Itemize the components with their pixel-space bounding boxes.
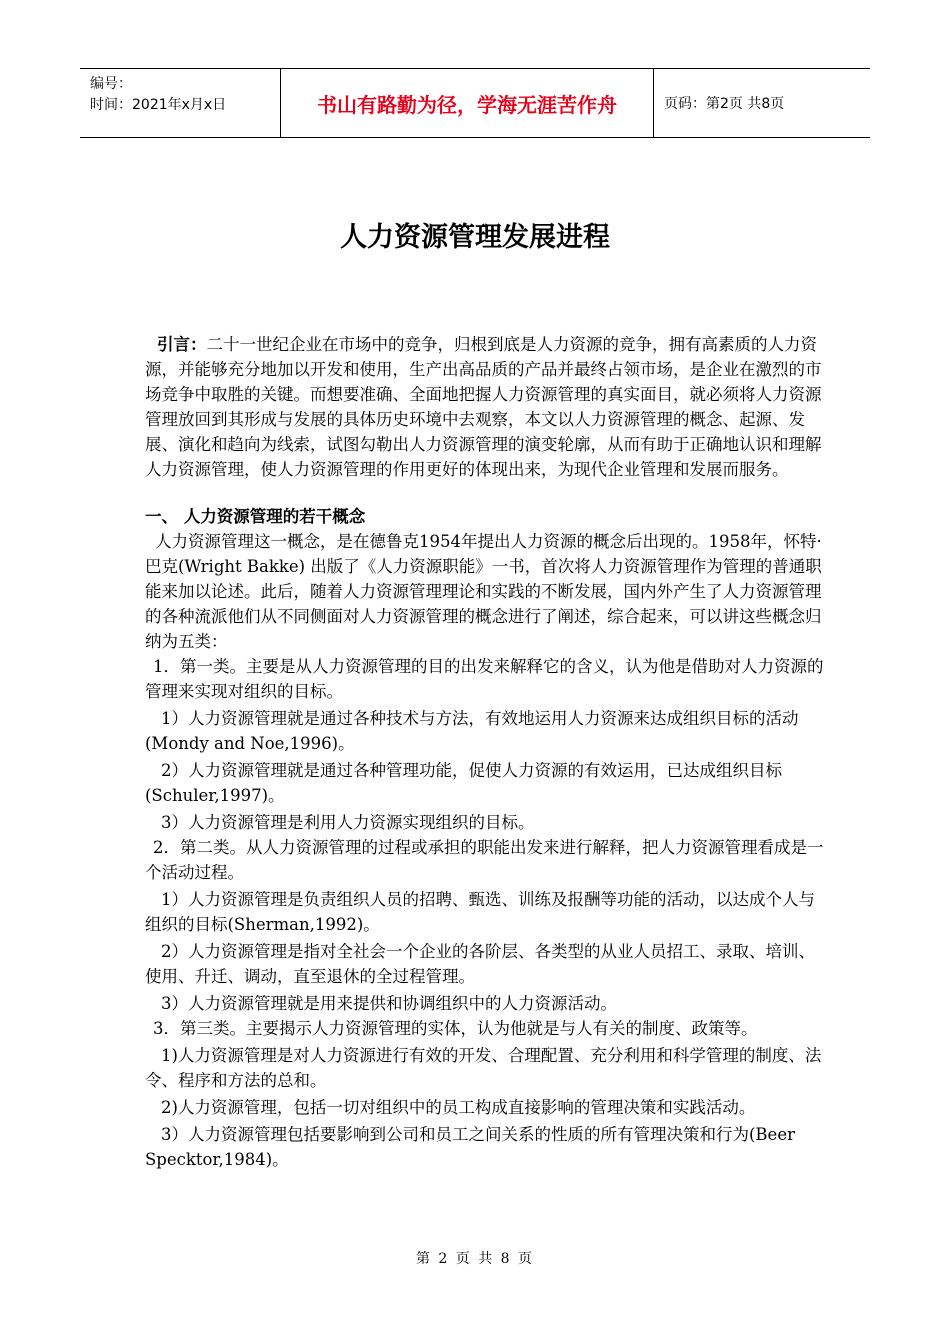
category-item: 1）人力资源管理是负责组织人员的招聘、甄选、训练及报酬等功能的活动，以达成个人与组织的目标(Sherman,1992)。 <box>145 890 815 934</box>
category-item: 2）人力资源管理就是通过各种管理功能，促使人力资源的有效运用，已达成组织目标(Schuler,1997)。 <box>145 761 782 805</box>
category-paragraph: 1．第一类。主要是从人力资源管理的目的出发来解释它的含义，认为他是借助对人力资源的管理来实现对组织的目标。 <box>145 657 824 701</box>
header-divider <box>653 69 654 137</box>
document-body <box>145 332 825 1172</box>
category-item: 1)人力资源管理是对人力资源进行有效的开发、合理配置、充分利用和科学管理的制度、法令、程序和方法的总和。 <box>145 1046 822 1090</box>
intro-label: 引言： <box>157 335 207 354</box>
category-item: 3）人力资源管理就是用来提供和协调组织中的人力资源活动。 <box>161 994 617 1013</box>
header-motto: 书山有路勤为径，学海无涯苦作舟 <box>317 92 617 117</box>
category-item: 3）人力资源管理包括要影响到公司和员工之间关系的性质的所有管理决策和行为(Beer Specktor,1984)。 <box>145 1125 795 1169</box>
header-table <box>80 68 870 138</box>
page-footer: 第 2 页 共 8 页 <box>415 1251 535 1267</box>
intro-text: 二十一世纪企业在市场中的竞争，归根到底是人力资源的竞争，拥有高素质的人力资源，并能够充分地加以开发和使用，生产出高品质的产品并最终占领市场，是企业在激烈的市场竞争中取胜的关键。而想要准确、全面地把握人力资源管理的真实面目，就必须将人力资源管理放回到其形成与发展的具体历史环境中去观察，本文以人力资源管理的概念、起源、发展、演化和趋向为线索，试图勾勒出人力资源管理的演变轮廓，从而有助于正确地认识和理解人力资源管理，使人力资源管理的作用更好的体现出来，为现代企业管理和发展而服务。 <box>145 335 822 479</box>
header-page-info: 页码：第2页 共8页 <box>664 96 785 112</box>
header-meta <box>90 74 226 116</box>
category-item: 2）人力资源管理是指对全社会一个企业的各阶层、各类型的从业人员招工、录取、培训、使用、升迁、调动，直至退休的全过程管理。 <box>145 942 815 986</box>
section-paragraph: 人力资源管理这一概念，是在德鲁克1954年提出人力资源的概念后出现的。1958年，怀特·巴克(Wright Bakke) 出版了《人力资源职能》一书，首次将人力资源管理作为管理的普通职能来加以论述。此后，随着人力资源管理理论和实践的不断发展，国内外产生了人力资源管理的各种流派他们从不同侧面对人力资源管理的概念进行了阐述，综合起来，可以讲这些概念归纳为五类： <box>145 532 822 651</box>
number-label: 编号： <box>90 76 132 92</box>
time-label: 时间：2021年x月x日 <box>90 97 227 113</box>
category-item: 3）人力资源管理是利用人力资源实现组织的目标。 <box>161 813 535 832</box>
intro-paragraph <box>145 332 825 482</box>
document-title: 人力资源管理发展进程 <box>340 222 610 253</box>
category-paragraph: 3．第三类。主要揭示人力资源管理的实体，认为他就是与人有关的制度、政策等。 <box>153 1019 758 1038</box>
category-paragraph: 2．第二类。从人力资源管理的过程或承担的职能出发来进行解释，把人力资源管理看成是一个活动过程。 <box>145 838 824 882</box>
section-heading: 一、 人力资源管理的若干概念 <box>145 507 366 526</box>
category-item: 2)人力资源管理，包括一切对组织中的员工构成直接影响的管理决策和实践活动。 <box>161 1098 756 1117</box>
category-item: 1）人力资源管理就是通过各种技术与方法，有效地运用人力资源来达成组织目标的活动(Mondy and Noe,1996)。 <box>145 709 799 753</box>
